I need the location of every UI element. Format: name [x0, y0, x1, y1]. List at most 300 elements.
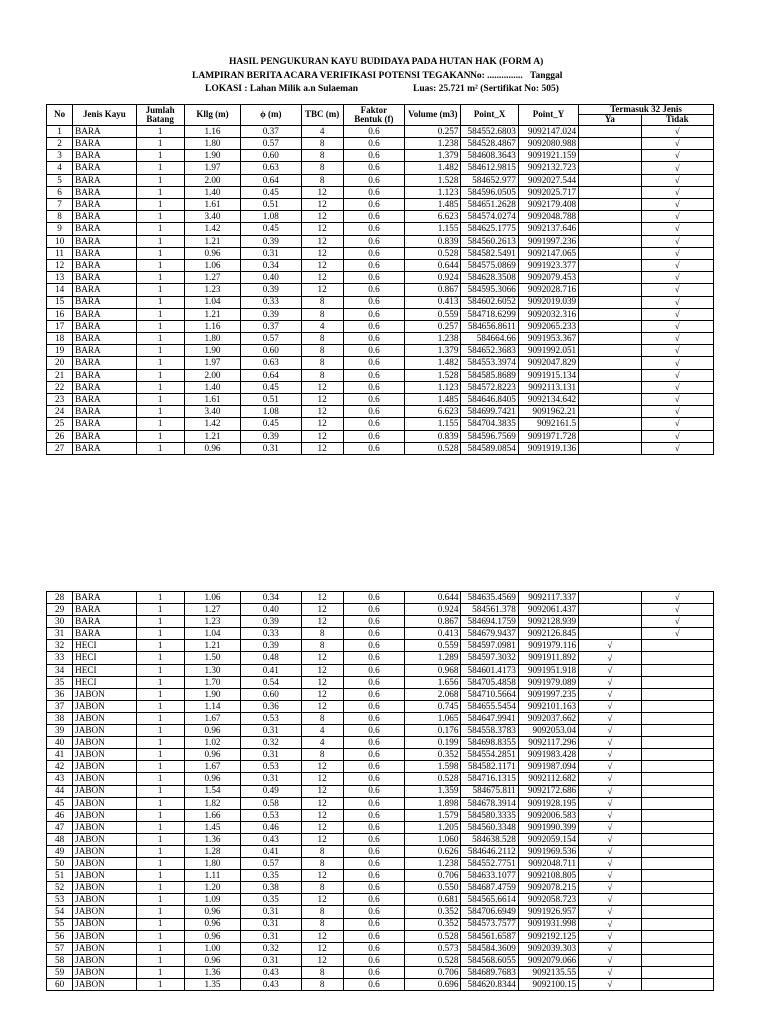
cell-point-x: 584574.0274: [461, 211, 518, 223]
cell-jumlah-batang: 1: [136, 357, 184, 369]
cell-volume: 1.656: [405, 676, 461, 688]
cell-volume: 0.257: [405, 320, 461, 332]
table-row: [47, 737, 714, 749]
cell-diameter: 0.31: [241, 930, 301, 942]
cell-point-x: 584528.4867: [461, 138, 518, 150]
cell-point-y: 9092019.039: [518, 296, 578, 308]
cell-tidak: [641, 737, 714, 749]
cell-faktor-bentuk: 0.6: [343, 592, 404, 604]
cell-tbc: 12: [301, 797, 343, 809]
cell-faktor-bentuk: 0.6: [343, 406, 404, 418]
cell-no: 14: [47, 284, 73, 296]
cell-volume: 0.706: [405, 870, 461, 882]
cell-ya: √: [579, 858, 641, 870]
cell-volume: 6.623: [405, 211, 461, 223]
cell-jumlah-batang: 1: [136, 882, 184, 894]
col-tbc-header: TBC (m): [301, 105, 343, 126]
cell-volume: 0.352: [405, 749, 461, 761]
cell-faktor-bentuk: 0.6: [343, 394, 404, 406]
cell-diameter: 0.40: [241, 272, 301, 284]
cell-faktor-bentuk: 0.6: [343, 308, 404, 320]
cell-no: 52: [47, 882, 73, 894]
cell-point-y: 9091928.195: [518, 797, 578, 809]
cell-tbc: 8: [301, 174, 343, 186]
cell-jenis-kayu: BARA: [73, 308, 136, 320]
cell-jumlah-batang: 1: [136, 700, 184, 712]
table-row: [47, 235, 714, 247]
cell-ya: √: [579, 870, 641, 882]
table-body-part-1: [47, 125, 714, 454]
cell-jumlah-batang: 1: [136, 284, 184, 296]
cell-kllg: 1.54: [184, 785, 240, 797]
cell-jumlah-batang: 1: [136, 870, 184, 882]
cell-tbc: 8: [301, 712, 343, 724]
cell-point-y: 9091923.377: [518, 259, 578, 271]
col-termasuk-header: Termasuk 32 Jenis: [579, 105, 714, 115]
cell-no: 41: [47, 749, 73, 761]
cell-ya: [579, 628, 641, 640]
cell-tidak: [641, 906, 714, 918]
cell-faktor-bentuk: 0.6: [343, 640, 404, 652]
cell-jenis-kayu: BARA: [73, 406, 136, 418]
cell-point-y: 9092100.15: [518, 979, 578, 991]
cell-volume: 1.579: [405, 809, 461, 821]
cell-jumlah-batang: 1: [136, 664, 184, 676]
cell-faktor-bentuk: 0.6: [343, 150, 404, 162]
cell-tbc: 8: [301, 308, 343, 320]
table-row: [47, 138, 714, 150]
cell-ya: √: [579, 979, 641, 991]
cell-jenis-kayu: BARA: [73, 138, 136, 150]
cell-jumlah-batang: 1: [136, 211, 184, 223]
cell-faktor-bentuk: 0.6: [343, 199, 404, 211]
cell-no: 57: [47, 942, 73, 954]
cell-diameter: 0.41: [241, 664, 301, 676]
cell-diameter: 0.64: [241, 174, 301, 186]
cell-tbc: 12: [301, 761, 343, 773]
cell-jumlah-batang: 1: [136, 942, 184, 954]
cell-no: 35: [47, 676, 73, 688]
cell-ya: [579, 430, 641, 442]
date-label: Tanggal: [530, 71, 563, 81]
cell-point-y: 9092059.154: [518, 833, 578, 845]
cell-kllg: 1.67: [184, 761, 240, 773]
cell-jenis-kayu: BARA: [73, 604, 136, 616]
cell-jenis-kayu: BARA: [73, 333, 136, 345]
cell-tidak: √: [641, 345, 714, 357]
table-row: [47, 442, 714, 454]
cell-no: 56: [47, 930, 73, 942]
cell-point-x: 584612.9815: [461, 162, 518, 174]
cell-point-x: 584664.66: [461, 333, 518, 345]
cell-faktor-bentuk: 0.6: [343, 125, 404, 137]
cell-jumlah-batang: 1: [136, 640, 184, 652]
cell-point-y: 9092132.723: [518, 162, 578, 174]
cell-jumlah-batang: 1: [136, 308, 184, 320]
cell-no: 27: [47, 442, 73, 454]
cell-tbc: 8: [301, 845, 343, 857]
table-row: [47, 725, 714, 737]
cell-jenis-kayu: JABON: [73, 979, 136, 991]
cell-diameter: 0.34: [241, 259, 301, 271]
table-row: [47, 809, 714, 821]
cell-point-y: 9091919.136: [518, 442, 578, 454]
cell-diameter: 0.36: [241, 700, 301, 712]
cell-tidak: [641, 664, 714, 676]
cell-ya: [579, 186, 641, 198]
cell-tidak: [641, 688, 714, 700]
cell-tidak: √: [641, 381, 714, 393]
cell-tidak: √: [641, 320, 714, 332]
cell-tidak: [641, 979, 714, 991]
cell-point-x: 584561.6587: [461, 930, 518, 942]
cell-jenis-kayu: BARA: [73, 223, 136, 235]
cell-point-y: 9091951.918: [518, 664, 578, 676]
cell-volume: 1.359: [405, 785, 461, 797]
cell-volume: 0.199: [405, 737, 461, 749]
cell-faktor-bentuk: 0.6: [343, 223, 404, 235]
cell-no: 29: [47, 604, 73, 616]
cell-faktor-bentuk: 0.6: [343, 616, 404, 628]
cell-tidak: [641, 761, 714, 773]
cell-tidak: [641, 858, 714, 870]
cell-diameter: 1.08: [241, 211, 301, 223]
cell-ya: √: [579, 954, 641, 966]
cell-kllg: 1.16: [184, 125, 240, 137]
cell-ya: [579, 259, 641, 271]
cell-no: 43: [47, 773, 73, 785]
cell-jenis-kayu: BARA: [73, 259, 136, 271]
cell-diameter: 0.31: [241, 918, 301, 930]
cell-tbc: 12: [301, 394, 343, 406]
table-row: [47, 652, 714, 664]
table-row: [47, 906, 714, 918]
cell-no: 32: [47, 640, 73, 652]
cell-faktor-bentuk: 0.6: [343, 858, 404, 870]
cell-point-y: 9092135.55: [518, 966, 578, 978]
cell-jenis-kayu: JABON: [73, 725, 136, 737]
cell-jenis-kayu: BARA: [73, 199, 136, 211]
cell-jumlah-batang: 1: [136, 406, 184, 418]
cell-tbc: 12: [301, 700, 343, 712]
cell-tbc: 8: [301, 628, 343, 640]
cell-faktor-bentuk: 0.6: [343, 737, 404, 749]
cell-faktor-bentuk: 0.6: [343, 894, 404, 906]
cell-point-y: 9091911.892: [518, 652, 578, 664]
cell-no: 44: [47, 785, 73, 797]
cell-faktor-bentuk: 0.6: [343, 833, 404, 845]
cell-point-y: 9091915.134: [518, 369, 578, 381]
cell-point-y: 9091969.536: [518, 845, 578, 857]
cell-kllg: 1.30: [184, 664, 240, 676]
table-row: [47, 930, 714, 942]
cell-point-x: 584635.4569: [461, 592, 518, 604]
cell-no: 48: [47, 833, 73, 845]
table-row: [47, 821, 714, 833]
cell-volume: 0.559: [405, 308, 461, 320]
col-ya-header: Ya: [579, 115, 641, 125]
col-point-x-header: Point_X: [461, 105, 518, 126]
cell-point-y: 9092134.642: [518, 394, 578, 406]
cell-point-x: 584694.1759: [461, 616, 518, 628]
cell-point-x: 584602.6052: [461, 296, 518, 308]
cell-point-x: 584560.3348: [461, 821, 518, 833]
cell-ya: [579, 247, 641, 259]
cell-no: 49: [47, 845, 73, 857]
cell-point-x: 584678.3914: [461, 797, 518, 809]
cell-tbc: 12: [301, 430, 343, 442]
table-row: [47, 125, 714, 137]
cell-point-x: 584710.5664: [461, 688, 518, 700]
cell-volume: 0.644: [405, 592, 461, 604]
cell-tidak: [641, 942, 714, 954]
cell-faktor-bentuk: 0.6: [343, 979, 404, 991]
cell-volume: 1.155: [405, 418, 461, 430]
cell-no: 25: [47, 418, 73, 430]
cell-ya: √: [579, 882, 641, 894]
cell-tidak: √: [641, 125, 714, 137]
cell-ya: [579, 125, 641, 137]
cell-jumlah-batang: 1: [136, 381, 184, 393]
cell-tbc: 8: [301, 150, 343, 162]
cell-tbc: 8: [301, 858, 343, 870]
cell-jumlah-batang: 1: [136, 150, 184, 162]
cell-point-y: 9092117.296: [518, 737, 578, 749]
cell-jumlah-batang: 1: [136, 592, 184, 604]
cell-no: 23: [47, 394, 73, 406]
cell-kllg: 2.00: [184, 174, 240, 186]
cell-volume: 0.528: [405, 954, 461, 966]
cell-diameter: 0.64: [241, 369, 301, 381]
cell-no: 20: [47, 357, 73, 369]
cell-jumlah-batang: 1: [136, 125, 184, 137]
cell-kllg: 1.42: [184, 223, 240, 235]
cell-point-x: 584572.8223: [461, 381, 518, 393]
cell-faktor-bentuk: 0.6: [343, 882, 404, 894]
cell-jenis-kayu: JABON: [73, 870, 136, 882]
cell-jenis-kayu: HECI: [73, 664, 136, 676]
cell-tbc: 8: [301, 345, 343, 357]
cell-tbc: 12: [301, 809, 343, 821]
cell-point-y: 9092053.04: [518, 725, 578, 737]
cell-jenis-kayu: BARA: [73, 296, 136, 308]
cell-volume: 0.528: [405, 930, 461, 942]
cell-diameter: 0.57: [241, 333, 301, 345]
cell-point-y: 9091962.21: [518, 406, 578, 418]
cell-point-x: 584706.6949: [461, 906, 518, 918]
cell-tbc: 12: [301, 930, 343, 942]
cell-diameter: 0.48: [241, 652, 301, 664]
cell-point-x: 584596.0505: [461, 186, 518, 198]
cell-tidak: √: [641, 442, 714, 454]
cell-jenis-kayu: JABON: [73, 761, 136, 773]
cell-tbc: 12: [301, 773, 343, 785]
cell-jenis-kayu: JABON: [73, 785, 136, 797]
cell-diameter: 0.60: [241, 688, 301, 700]
cell-point-x: 584596.7569: [461, 430, 518, 442]
cell-tidak: √: [641, 592, 714, 604]
cell-jumlah-batang: 1: [136, 845, 184, 857]
cell-volume: 0.413: [405, 296, 461, 308]
cell-volume: 1.379: [405, 345, 461, 357]
cell-volume: 0.644: [405, 259, 461, 271]
cell-ya: [579, 150, 641, 162]
cell-jenis-kayu: HECI: [73, 676, 136, 688]
cell-kllg: 1.06: [184, 259, 240, 271]
cell-ya: [579, 138, 641, 150]
cell-kllg: 1.04: [184, 296, 240, 308]
cell-kllg: 0.96: [184, 725, 240, 737]
cell-point-x: 584628.3508: [461, 272, 518, 284]
cell-no: 31: [47, 628, 73, 640]
cell-point-y: 9092108.805: [518, 870, 578, 882]
cell-faktor-bentuk: 0.6: [343, 906, 404, 918]
cell-diameter: 0.49: [241, 785, 301, 797]
cell-kllg: 1.36: [184, 966, 240, 978]
cell-ya: [579, 345, 641, 357]
cell-ya: [579, 199, 641, 211]
cell-jenis-kayu: BARA: [73, 211, 136, 223]
cell-jenis-kayu: BARA: [73, 162, 136, 174]
cell-faktor-bentuk: 0.6: [343, 749, 404, 761]
col-no-header: No: [47, 105, 73, 126]
cell-volume: 0.968: [405, 664, 461, 676]
cell-jenis-kayu: BARA: [73, 442, 136, 454]
measurement-table-part-1: [46, 104, 714, 455]
cell-no: 42: [47, 761, 73, 773]
table-body-part-2: [47, 592, 714, 991]
cell-point-x: 584656.8611: [461, 320, 518, 332]
cell-jenis-kayu: BARA: [73, 418, 136, 430]
cell-point-x: 584601.4173: [461, 664, 518, 676]
cell-tidak: √: [641, 296, 714, 308]
cell-diameter: 0.53: [241, 761, 301, 773]
cell-point-y: 9092147.065: [518, 247, 578, 259]
cell-point-y: 9091971.728: [518, 430, 578, 442]
cell-no: 11: [47, 247, 73, 259]
cell-volume: 0.924: [405, 272, 461, 284]
cell-point-y: 9092161.5: [518, 418, 578, 430]
cell-point-x: 584584.3609: [461, 942, 518, 954]
cell-ya: [579, 296, 641, 308]
cell-tidak: √: [641, 418, 714, 430]
cell-jumlah-batang: 1: [136, 954, 184, 966]
cell-ya: √: [579, 894, 641, 906]
cell-diameter: 0.51: [241, 394, 301, 406]
cell-point-y: 9092101.163: [518, 700, 578, 712]
cell-no: 59: [47, 966, 73, 978]
cell-ya: [579, 369, 641, 381]
table-row: [47, 700, 714, 712]
cell-faktor-bentuk: 0.6: [343, 186, 404, 198]
table-row: [47, 712, 714, 724]
cell-point-x: 584698.8355: [461, 737, 518, 749]
cell-jumlah-batang: 1: [136, 652, 184, 664]
cell-faktor-bentuk: 0.6: [343, 725, 404, 737]
cell-jumlah-batang: 1: [136, 369, 184, 381]
cell-ya: √: [579, 761, 641, 773]
cell-volume: 1.155: [405, 223, 461, 235]
cell-jenis-kayu: BARA: [73, 125, 136, 137]
col-volume-header: Volume (m3): [405, 105, 461, 126]
cell-jumlah-batang: 1: [136, 174, 184, 186]
cell-no: 34: [47, 664, 73, 676]
cell-no: 8: [47, 211, 73, 223]
cell-faktor-bentuk: 0.6: [343, 259, 404, 271]
cell-ya: √: [579, 785, 641, 797]
document-number: No: ...............: [470, 71, 523, 81]
cell-faktor-bentuk: 0.6: [343, 809, 404, 821]
cell-ya: [579, 272, 641, 284]
cell-point-y: 9092117.337: [518, 592, 578, 604]
cell-kllg: 1.90: [184, 150, 240, 162]
cell-point-x: 584655.5454: [461, 700, 518, 712]
cell-kllg: 0.96: [184, 749, 240, 761]
cell-point-x: 584582.1171: [461, 761, 518, 773]
cell-jumlah-batang: 1: [136, 628, 184, 640]
cell-no: 38: [47, 712, 73, 724]
cell-volume: 1.289: [405, 652, 461, 664]
cell-faktor-bentuk: 0.6: [343, 785, 404, 797]
cell-volume: 0.176: [405, 725, 461, 737]
cell-ya: √: [579, 833, 641, 845]
table-row: [47, 150, 714, 162]
cell-point-x: 584573.7577: [461, 918, 518, 930]
cell-jumlah-batang: 1: [136, 162, 184, 174]
cell-tidak: √: [641, 430, 714, 442]
cell-faktor-bentuk: 0.6: [343, 966, 404, 978]
cell-jumlah-batang: 1: [136, 737, 184, 749]
cell-kllg: 0.96: [184, 918, 240, 930]
cell-kllg: 1.40: [184, 381, 240, 393]
table-row: [47, 749, 714, 761]
cell-jenis-kayu: BARA: [73, 186, 136, 198]
cell-tidak: [641, 773, 714, 785]
cell-point-y: 9092128.939: [518, 616, 578, 628]
cell-no: 3: [47, 150, 73, 162]
cell-diameter: 0.34: [241, 592, 301, 604]
table-row: [47, 406, 714, 418]
cell-point-x: 584651.2628: [461, 199, 518, 211]
cell-tidak: √: [641, 604, 714, 616]
cell-point-y: 9091987.094: [518, 761, 578, 773]
cell-tidak: [641, 954, 714, 966]
cell-tbc: 12: [301, 676, 343, 688]
cell-tidak: √: [641, 284, 714, 296]
cell-ya: [579, 381, 641, 393]
cell-kllg: 1.90: [184, 345, 240, 357]
cell-ya: √: [579, 906, 641, 918]
cell-tidak: [641, 785, 714, 797]
table-row: [47, 918, 714, 930]
cell-volume: 0.626: [405, 845, 461, 857]
cell-point-x: 584589.0854: [461, 442, 518, 454]
cell-tbc: 12: [301, 664, 343, 676]
cell-diameter: 0.31: [241, 442, 301, 454]
cell-diameter: 0.33: [241, 296, 301, 308]
cell-jenis-kayu: JABON: [73, 773, 136, 785]
cell-volume: 0.573: [405, 942, 461, 954]
cell-point-x: 584679.9437: [461, 628, 518, 640]
table-row: [47, 381, 714, 393]
cell-jenis-kayu: HECI: [73, 652, 136, 664]
cell-diameter: 0.41: [241, 845, 301, 857]
cell-diameter: 0.57: [241, 858, 301, 870]
cell-tbc: 4: [301, 125, 343, 137]
cell-faktor-bentuk: 0.6: [343, 652, 404, 664]
cell-ya: √: [579, 640, 641, 652]
cell-kllg: 0.96: [184, 906, 240, 918]
